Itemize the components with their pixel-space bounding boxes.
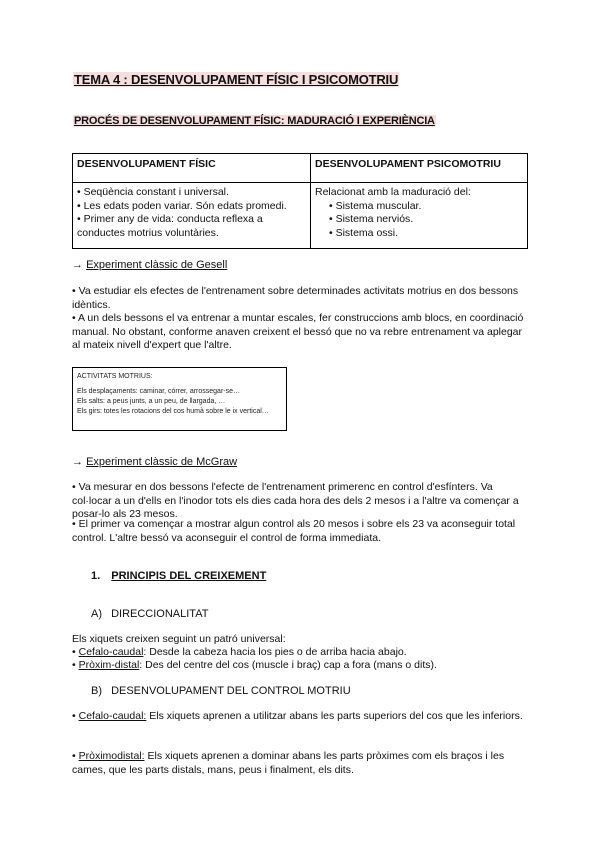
table-item: • Les edats poden variar. Són edats promedi. <box>77 199 287 212</box>
mcgraw-paragraph-2: • El primer va començar a mostrar algun control als 20 mesos i sobre els 23 va aconseguir total control. L'altre bessó va aconseguir el control de forma immediata. <box>72 518 516 544</box>
bullet: • <box>72 710 76 722</box>
gesell-label: Experiment clàssic de Gesell <box>86 259 228 271</box>
term-text: Els xiquets aprenen a utilitzar abans les parts superiors del cos que les inferiors. <box>146 710 523 722</box>
control-motriu-item <box>72 750 532 777</box>
direccionalitat-item <box>72 659 532 673</box>
section-title: PRINCIPIS DEL CREIXEMENT <box>111 570 267 582</box>
control-motriu-item <box>72 710 532 724</box>
arrow-icon: → <box>72 456 83 468</box>
activity-line: Els desplaçaments: caminar, córrer, arrossegar-se… <box>77 388 241 395</box>
gesell-paragraph-1: • Va estudiar els efectes de l'entrenament sobre determinades activitats motrius en dos bessons idèntics. <box>72 285 519 311</box>
mcgraw-label: Experiment clàssic de McGraw <box>86 456 238 468</box>
subsection-title: DESENVOLUPAMENT DEL CONTROL MOTRIU <box>111 685 351 697</box>
arrow-icon: → <box>72 259 83 271</box>
table-item: Relacionat amb la maduració del: <box>315 186 471 198</box>
bullet: • <box>72 659 76 671</box>
page-title: TEMA 4 : DESENVOLUPAMENT FÍSIC I PSICOMOTRIU <box>74 72 399 87</box>
table-header-physical: DESENVOLUPAMENT FÍSIC <box>73 154 311 183</box>
term: Cefalo-caudal: <box>78 710 147 722</box>
term: Pròximodistal: <box>78 750 145 762</box>
activity-box <box>72 367 287 431</box>
table-item: • Sistema nerviós. <box>329 213 414 225</box>
table-item: • Seqüència constant i universal. <box>77 186 229 198</box>
term: Cefalo-caudal <box>78 646 144 658</box>
mcgraw-paragraph-1: • Va mesurar en dos bessons l'efecte de l'entrenament primerenc en control d'esfínters. Va col·locar a un d'ells en l'inodor tots els dies cada hora des dels 2 mesos i a l'altre va començar a posar-lo als 23 mesos. <box>72 481 519 521</box>
section-heading <box>91 570 266 582</box>
subsection-letter: B) <box>91 685 102 697</box>
activity-line: Els salts: a peus junts, a un peu, de llargada, … <box>77 398 226 405</box>
subsection-a-heading <box>91 608 208 620</box>
table-item: • Sistema muscular. <box>329 199 422 212</box>
table-item: • Sistema ossi. <box>329 226 399 239</box>
table-header-psychomotor: DESENVOLUPAMENT PSICOMOTRIU <box>311 154 528 183</box>
direccionalitat-intro: Els xiquets creixen seguint un patró universal: <box>72 633 286 645</box>
term-text: : Desde la cabeza hacia los pies o de arriba hacia abajo. <box>143 646 407 658</box>
term-text: : Des del centre del cos (muscle i braç) cap a fora (mans o dits). <box>139 659 437 671</box>
term: Pròxim-distal <box>78 659 140 671</box>
section-subtitle: PROCÉS DE DESENVOLUPAMENT FÍSIC: MADURACIÓ I EXPERIÈNCIA <box>74 115 435 127</box>
table-item: conductes motrius voluntàries. <box>77 226 219 239</box>
subsection-b-heading <box>91 685 351 697</box>
activity-line: Els girs: totes les rotacions del cos humà sobre le ix vertical… <box>77 408 269 415</box>
activity-box-title: ACTIVITATS MOTRIUS: <box>77 373 153 380</box>
gesell-paragraph-2: • A un dels bessons el va entrenar a muntar escales, fer construccions amb blocs, en coordinació manual. No obstant, conforme anaven creixent el bessó que no va rebre entrenament va aplegar al mateix nivell d'expert que l'altre. <box>72 312 524 352</box>
mcgraw-heading <box>72 456 237 468</box>
gesell-heading <box>72 259 227 271</box>
section-number: 1. <box>91 570 101 582</box>
development-table <box>72 153 528 249</box>
table-item: • Primer any de vida: conducta reflexa a <box>77 213 263 225</box>
table-cell-physical <box>73 183 311 249</box>
term-text: Els xiquets aprenen a dominar abans les parts pròximes com els braços i les cames, que les parts distals, mans, peus i finalment, els dits. <box>72 750 505 776</box>
table-cell-psychomotor <box>311 183 528 249</box>
subsection-letter: A) <box>91 608 102 620</box>
bullet: • <box>72 750 76 762</box>
direccionalitat-item <box>72 646 532 660</box>
bullet: • <box>72 646 76 658</box>
subsection-title: DIRECCIONALITAT <box>111 608 209 620</box>
